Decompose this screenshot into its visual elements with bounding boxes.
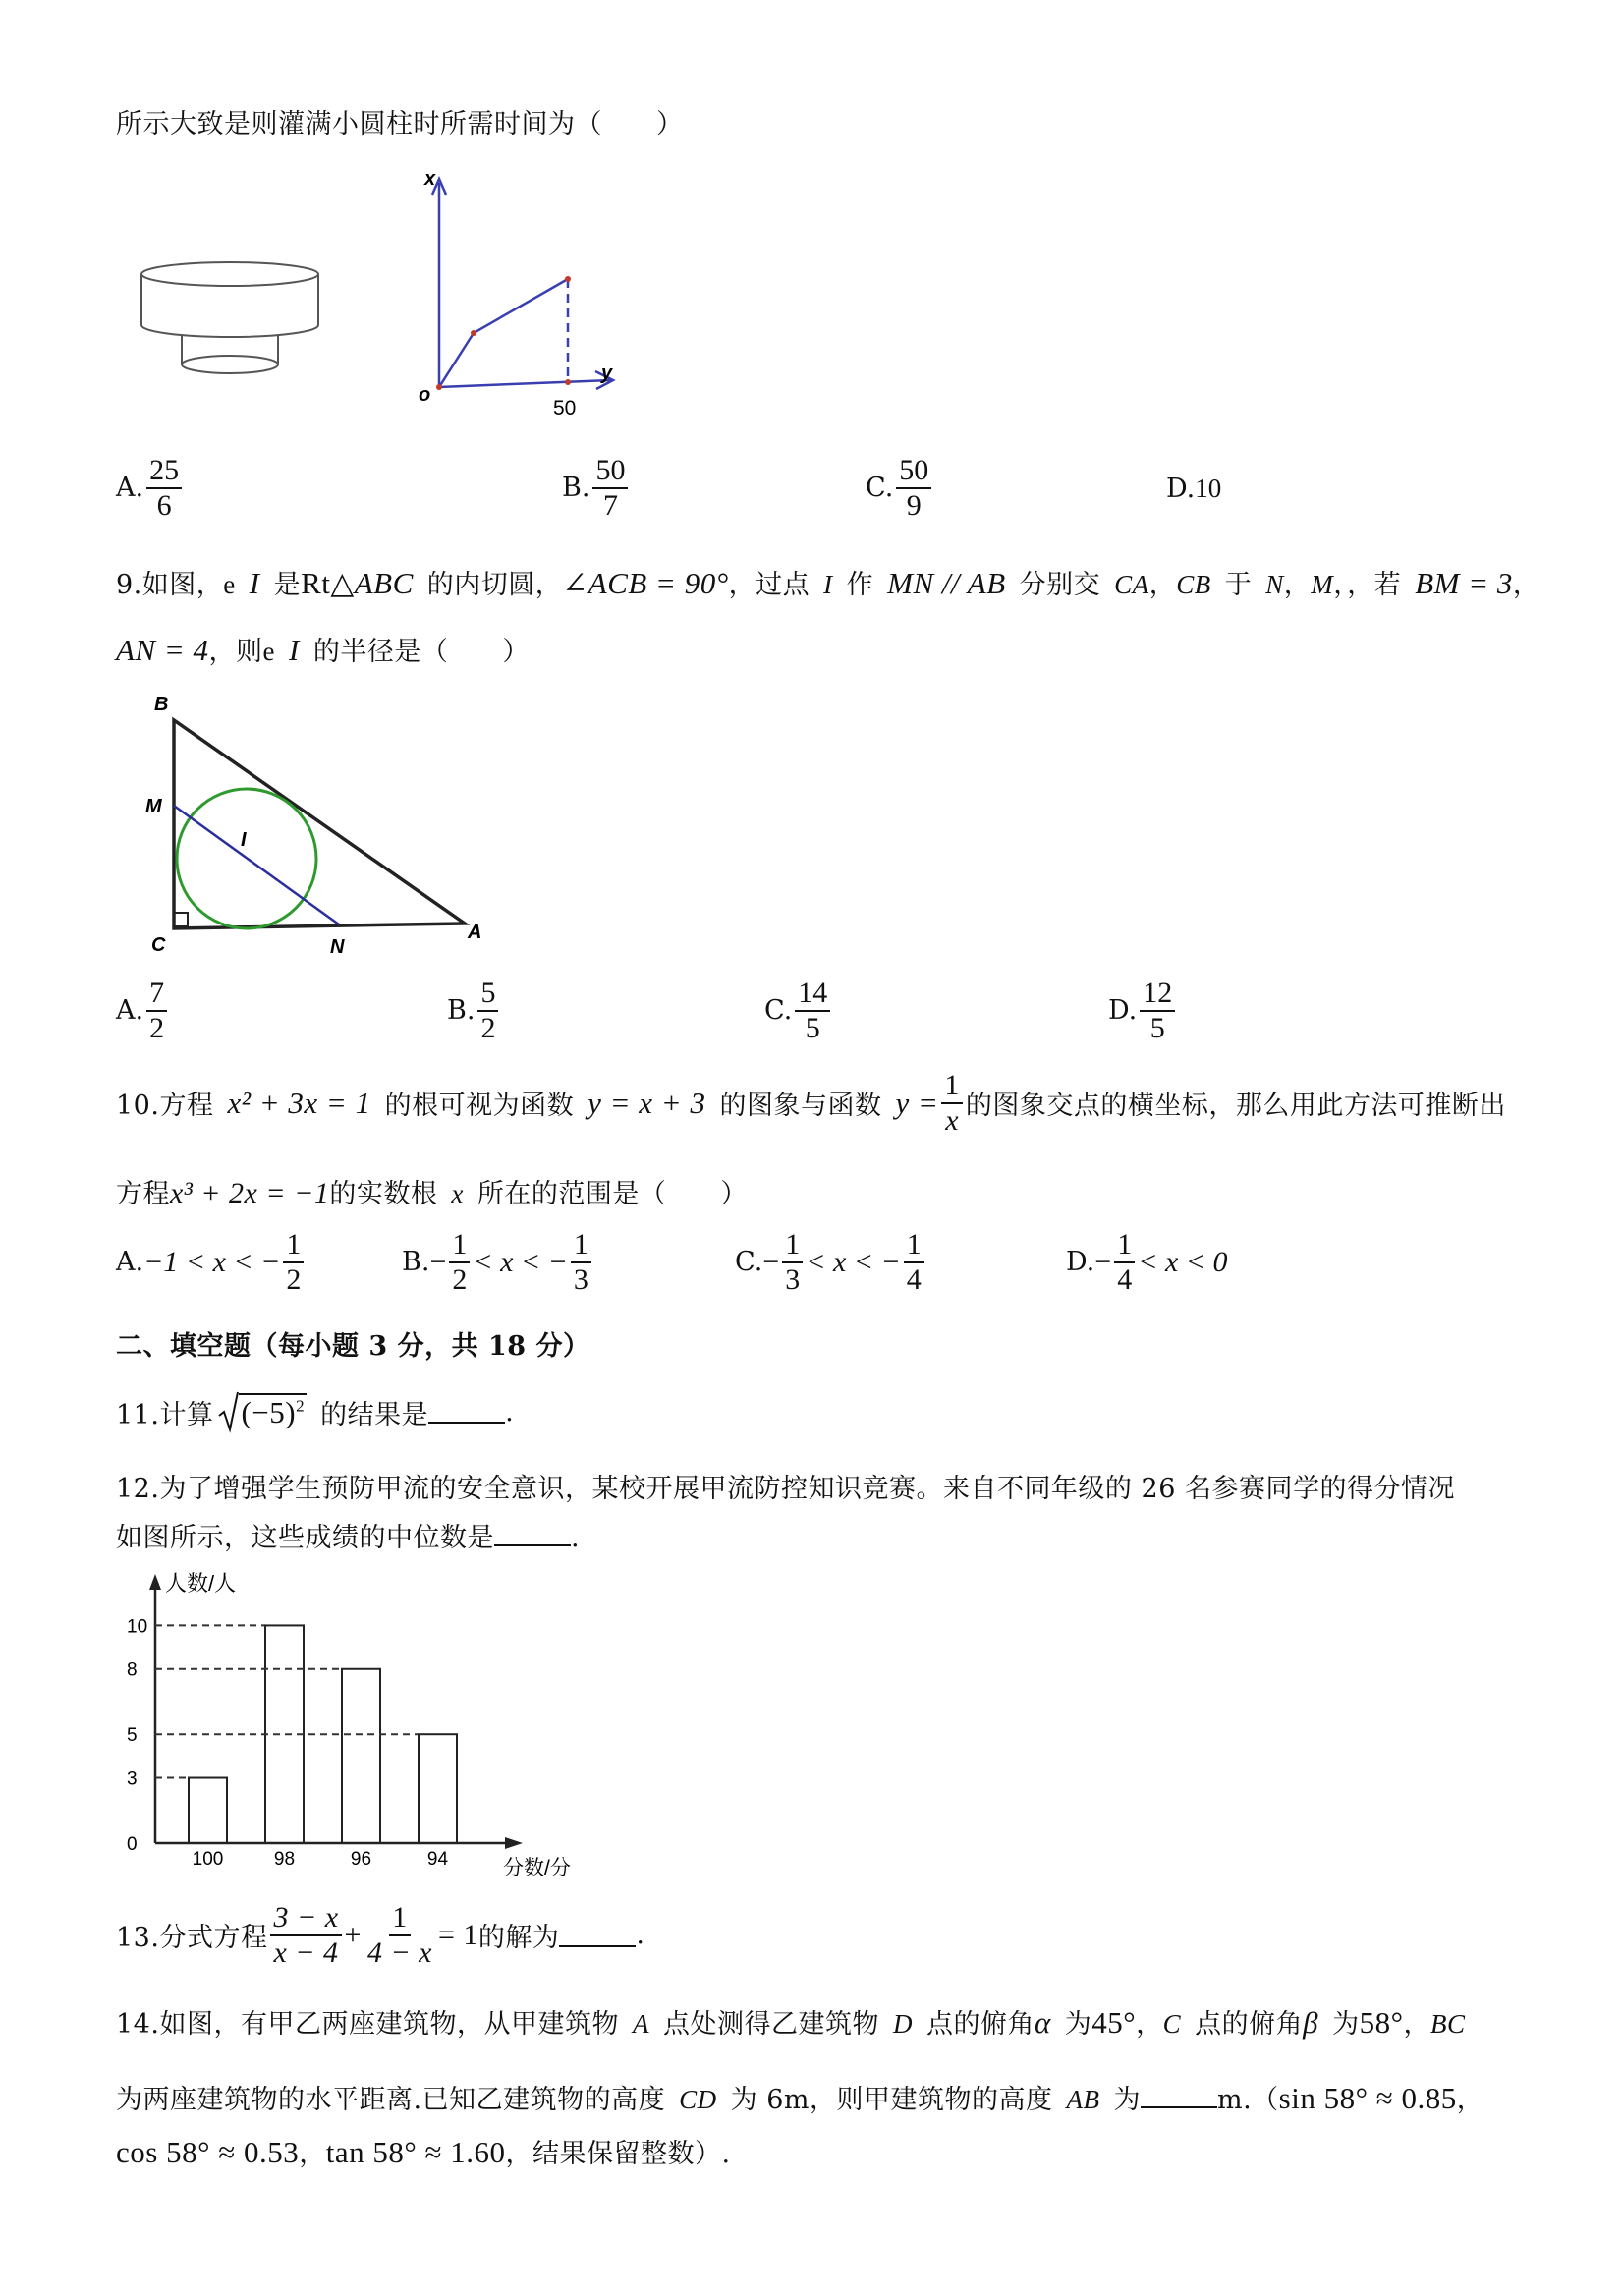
q11-line — [116, 1390, 514, 1433]
option-letter: D. — [1108, 995, 1138, 1027]
bm-value: BM = 3 — [1415, 566, 1513, 600]
y-tick-label: 3 — [127, 1768, 138, 1790]
text: 为 6m，则甲建筑物的高度 — [730, 2085, 1053, 2115]
text: 的图象与函数 — [719, 1091, 882, 1122]
var-i: I — [249, 566, 260, 600]
function-1: y = x + 3 — [588, 1085, 706, 1120]
parallel-expr: MN // AB — [887, 566, 1006, 600]
text: ，结果保留整数）. — [505, 2139, 731, 2169]
text: ，若 — [1347, 570, 1402, 600]
text: ，则 — [208, 637, 263, 667]
fraction — [1140, 977, 1175, 1044]
option-value: 10 — [1195, 474, 1222, 503]
text: 所在的范围是（ ） — [476, 1179, 748, 1209]
denominator: 6 — [156, 488, 172, 522]
q14-line3 — [116, 2132, 731, 2170]
q9-option-a — [116, 977, 170, 1044]
var-ab: AB — [1066, 2085, 1100, 2114]
q10-option-a — [116, 1228, 307, 1296]
q9-option-b — [447, 977, 501, 1044]
var-n: N — [1265, 570, 1284, 599]
var-i: I — [289, 633, 300, 667]
q12-line2 — [116, 1516, 580, 1554]
fraction — [782, 1228, 803, 1296]
plus-sign: + — [344, 1918, 362, 1951]
option-letter: B. — [447, 995, 476, 1027]
var-x: x — [451, 1179, 464, 1208]
alpha: α — [1034, 2005, 1051, 2040]
section-2-title: 二、填空题（每小题 3 分，共 18 分） — [116, 1331, 590, 1362]
numerator: 1 — [782, 1228, 803, 1263]
bar — [419, 1734, 457, 1843]
q10-option-c — [735, 1228, 927, 1296]
text: 的半径是（ ） — [312, 637, 530, 667]
var-cd: CD — [679, 2085, 717, 2114]
y-tick-label: 5 — [127, 1725, 138, 1747]
label-i: I — [241, 829, 247, 851]
label-n: N — [330, 936, 345, 958]
answer-blank[interactable] — [559, 1924, 636, 1947]
option-letter: C. — [735, 1247, 763, 1278]
expr: < x < − — [473, 1245, 568, 1278]
q10-line1 — [116, 1069, 1506, 1137]
answer-blank[interactable] — [1141, 2085, 1217, 2108]
score-bar-chart — [118, 1568, 599, 1882]
var-abc: ABC — [354, 566, 414, 600]
text: 10.方程 — [116, 1091, 214, 1122]
label-b: B — [154, 694, 169, 715]
q8-graph-y-label: y — [601, 363, 613, 384]
fraction — [449, 1228, 470, 1296]
radicand — [239, 1393, 307, 1430]
expr: − — [762, 1245, 780, 1278]
sqrt-sign — [217, 1390, 239, 1433]
text: 为 — [1064, 2009, 1092, 2040]
q8-text-end: 所示大致是则灌满小圆柱时所需时间为（ ） — [116, 109, 684, 140]
var-i: I — [823, 570, 833, 599]
denominator: 4 − x — [366, 1935, 432, 1969]
text: 9.如图， — [116, 570, 224, 600]
q13-line — [116, 1901, 645, 1969]
answer-blank[interactable] — [494, 1523, 571, 1546]
q8-graph — [413, 169, 629, 424]
circle-symbol: e — [223, 570, 236, 599]
answer-blank[interactable] — [428, 1400, 505, 1424]
numerator: 1 — [389, 1901, 411, 1936]
numerator: 14 — [795, 977, 830, 1012]
text: ， — [1136, 2009, 1163, 2040]
radicand-value: (−5) — [241, 1395, 297, 1429]
q12-line1: 12.为了增强学生预防甲流的安全意识，某校开展甲流防控知识竞赛。来自不同年级的 26 名参赛同学的得分情况 — [116, 1474, 1455, 1504]
option-letter: D. — [1066, 1247, 1095, 1278]
fraction — [896, 454, 931, 522]
text: m.（ — [1216, 2085, 1279, 2115]
fraction — [592, 454, 628, 522]
circle-symbol: e — [262, 637, 276, 666]
an-value: AN = 4 — [116, 633, 209, 667]
q9-triangle-figure — [138, 683, 501, 968]
var-a: A — [632, 2009, 649, 2039]
text: 的实数根 — [329, 1179, 438, 1209]
text: 作 — [846, 570, 874, 600]
text: 是 — [273, 570, 302, 600]
denominator: x − 4 — [273, 1935, 339, 1969]
q9-option-c — [764, 977, 833, 1044]
expr: < x < − — [806, 1245, 901, 1278]
q8-option-d — [1166, 474, 1221, 504]
numerator: 50 — [896, 454, 931, 489]
q8-option-b — [562, 454, 631, 522]
option-letter: A. — [116, 1247, 144, 1278]
angle-acb: ∠ACB = 90° — [562, 566, 729, 600]
text: 为两座建筑物的水平距离.已知乙建筑物的高度 — [116, 2085, 666, 2115]
option-letter: A. — [116, 473, 144, 504]
bar — [342, 1669, 380, 1843]
text: 为 — [1332, 2009, 1360, 2040]
x-axis-arrow — [505, 1837, 523, 1849]
fraction — [795, 977, 830, 1044]
text: 11.计算 — [116, 1399, 214, 1430]
denominator: 2 — [452, 1262, 468, 1296]
fraction — [283, 1228, 304, 1296]
denominator: 3 — [573, 1262, 588, 1296]
exponent: 2 — [296, 1396, 306, 1416]
text: 点处测得乙建筑物 — [662, 2009, 879, 2040]
x-axis-label: 分数/分 — [503, 1857, 571, 1879]
function-2-lhs: y = — [895, 1085, 939, 1120]
q10-option-b — [402, 1228, 594, 1296]
denominator: x — [945, 1103, 960, 1137]
denominator: 5 — [805, 1011, 820, 1044]
q10-line2 — [116, 1172, 748, 1210]
numerator: 1 — [571, 1228, 591, 1263]
bar — [189, 1778, 227, 1843]
text: . — [505, 1396, 515, 1428]
text: 的内切圆， — [426, 570, 563, 600]
denominator: 2 — [149, 1011, 165, 1044]
text: ，过点 — [728, 570, 811, 600]
q9-line1: 9.如图，e I 是Rt△ABC 的内切圆，∠ACB = 90°，过点 I 作 MN // AB 分别交 CA，CB 于 N，M，，若 BM = 3， — [116, 566, 1540, 600]
denominator: 9 — [906, 488, 922, 522]
fraction — [941, 1069, 963, 1137]
fraction — [146, 977, 167, 1044]
q8-option-c — [866, 454, 934, 522]
option-letter: D. — [1166, 474, 1196, 504]
option-letter: C. — [764, 995, 793, 1027]
option-letter: C. — [866, 473, 894, 504]
denominator: 3 — [785, 1262, 801, 1296]
text: 如图所示，这些成绩的中位数是 — [116, 1523, 494, 1553]
fraction — [571, 1228, 591, 1296]
fraction — [477, 977, 498, 1044]
text: ， — [299, 2139, 326, 2169]
text: 点的俯角 — [925, 2009, 1035, 2040]
numerator: 7 — [146, 977, 167, 1012]
denominator: 2 — [480, 1011, 496, 1044]
q8-graph-x-label: x — [424, 169, 436, 190]
numerator: 50 — [592, 454, 628, 489]
text: . — [636, 1920, 645, 1951]
q14-line2 — [116, 2078, 1483, 2116]
x-tick-label: 96 — [350, 1849, 372, 1870]
q9-line2 — [116, 630, 530, 668]
text: . — [571, 1523, 581, 1553]
label-a: A — [468, 922, 482, 943]
expr: − — [1094, 1245, 1112, 1278]
cos-value: cos 58° ≈ 0.53 — [116, 2135, 300, 2169]
q9-option-d — [1108, 977, 1178, 1044]
denominator: 4 — [906, 1262, 922, 1296]
var-ca: CA — [1114, 570, 1149, 599]
text: 的解为 — [477, 1923, 560, 1954]
equation-1: x² + 3x = 1 — [227, 1085, 371, 1120]
fraction-2 — [364, 1901, 435, 1969]
option-letter: B. — [562, 473, 590, 504]
sin-value: sin 58° ≈ 0.85 — [1278, 2081, 1457, 2115]
text: 的结果是 — [320, 1399, 429, 1430]
tan-value: tan 58° ≈ 1.60 — [325, 2135, 506, 2169]
q8-option-a — [116, 454, 185, 522]
var-d: D — [892, 2009, 913, 2039]
label-m: M — [145, 796, 162, 817]
text: 为 — [1113, 2085, 1141, 2115]
text: 点的俯角 — [1195, 2009, 1304, 2040]
denominator: 4 — [1117, 1262, 1133, 1296]
label-c: C — [151, 934, 166, 956]
text: 的图象交点的横坐标，那么用此方法可推断出 — [965, 1091, 1506, 1122]
equation-2: x³ + 2x = −1 — [170, 1177, 330, 1209]
y-tick-label: 10 — [127, 1616, 148, 1638]
denominator: 2 — [286, 1262, 302, 1296]
equals-one: = 1 — [438, 1918, 478, 1951]
numerator: 1 — [1114, 1228, 1135, 1263]
q8-graph-tick: 50 — [553, 397, 577, 420]
numerator: 1 — [449, 1228, 470, 1263]
beta: β — [1303, 2005, 1319, 2040]
numerator: 12 — [1140, 977, 1175, 1012]
numerator: 5 — [477, 977, 498, 1012]
text: 13.分式方程 — [116, 1923, 268, 1954]
angle-45: 45° — [1091, 2005, 1137, 2040]
denominator: 5 — [1149, 1011, 1165, 1044]
denominator: 7 — [602, 488, 618, 522]
numerator: 25 — [146, 454, 182, 489]
x-tick-label: 98 — [273, 1849, 296, 1870]
expr: −1 < x < − — [143, 1245, 281, 1278]
fraction — [1114, 1228, 1135, 1296]
cylinders-figure — [138, 260, 334, 388]
text: 14.如图，有甲乙两座建筑物，从甲建筑物 — [116, 2009, 619, 2040]
option-letter: A. — [116, 995, 144, 1027]
text: 于 — [1224, 570, 1253, 600]
text: ， — [1403, 2009, 1431, 2040]
fraction — [146, 454, 182, 522]
y-tick-label: 0 — [127, 1834, 138, 1855]
q14-line1 — [116, 2002, 1466, 2041]
text: ， — [1456, 2085, 1484, 2115]
text: 分别交 — [1019, 570, 1101, 600]
rt-triangle: Rt△ — [301, 566, 355, 600]
numerator: 1 — [283, 1228, 304, 1263]
numerator: 1 — [904, 1228, 924, 1263]
x-tick-label: 100 — [192, 1849, 224, 1870]
var-m: M — [1311, 570, 1334, 599]
expr: − — [429, 1245, 447, 1278]
numerator: 3 − x — [270, 1901, 341, 1936]
expr: < x < 0 — [1138, 1245, 1228, 1278]
text: 方程 — [116, 1179, 170, 1209]
var-c: C — [1162, 2009, 1182, 2039]
fraction-1 — [270, 1901, 341, 1969]
y-tick-label: 8 — [127, 1659, 138, 1681]
numerator: 1 — [941, 1069, 963, 1104]
y-axis-label: 人数/人 — [165, 1571, 237, 1596]
var-bc: BC — [1430, 2009, 1466, 2039]
q8-graph-origin: o — [419, 384, 431, 406]
var-cb: CB — [1176, 570, 1211, 599]
y-axis-arrow — [149, 1574, 161, 1590]
option-letter: B. — [402, 1247, 430, 1278]
angle-58: 58° — [1359, 2005, 1404, 2040]
q10-option-d — [1066, 1228, 1228, 1296]
x-tick-label: 94 — [426, 1849, 449, 1870]
text: 的根可视为函数 — [384, 1091, 575, 1122]
fraction — [904, 1228, 924, 1296]
